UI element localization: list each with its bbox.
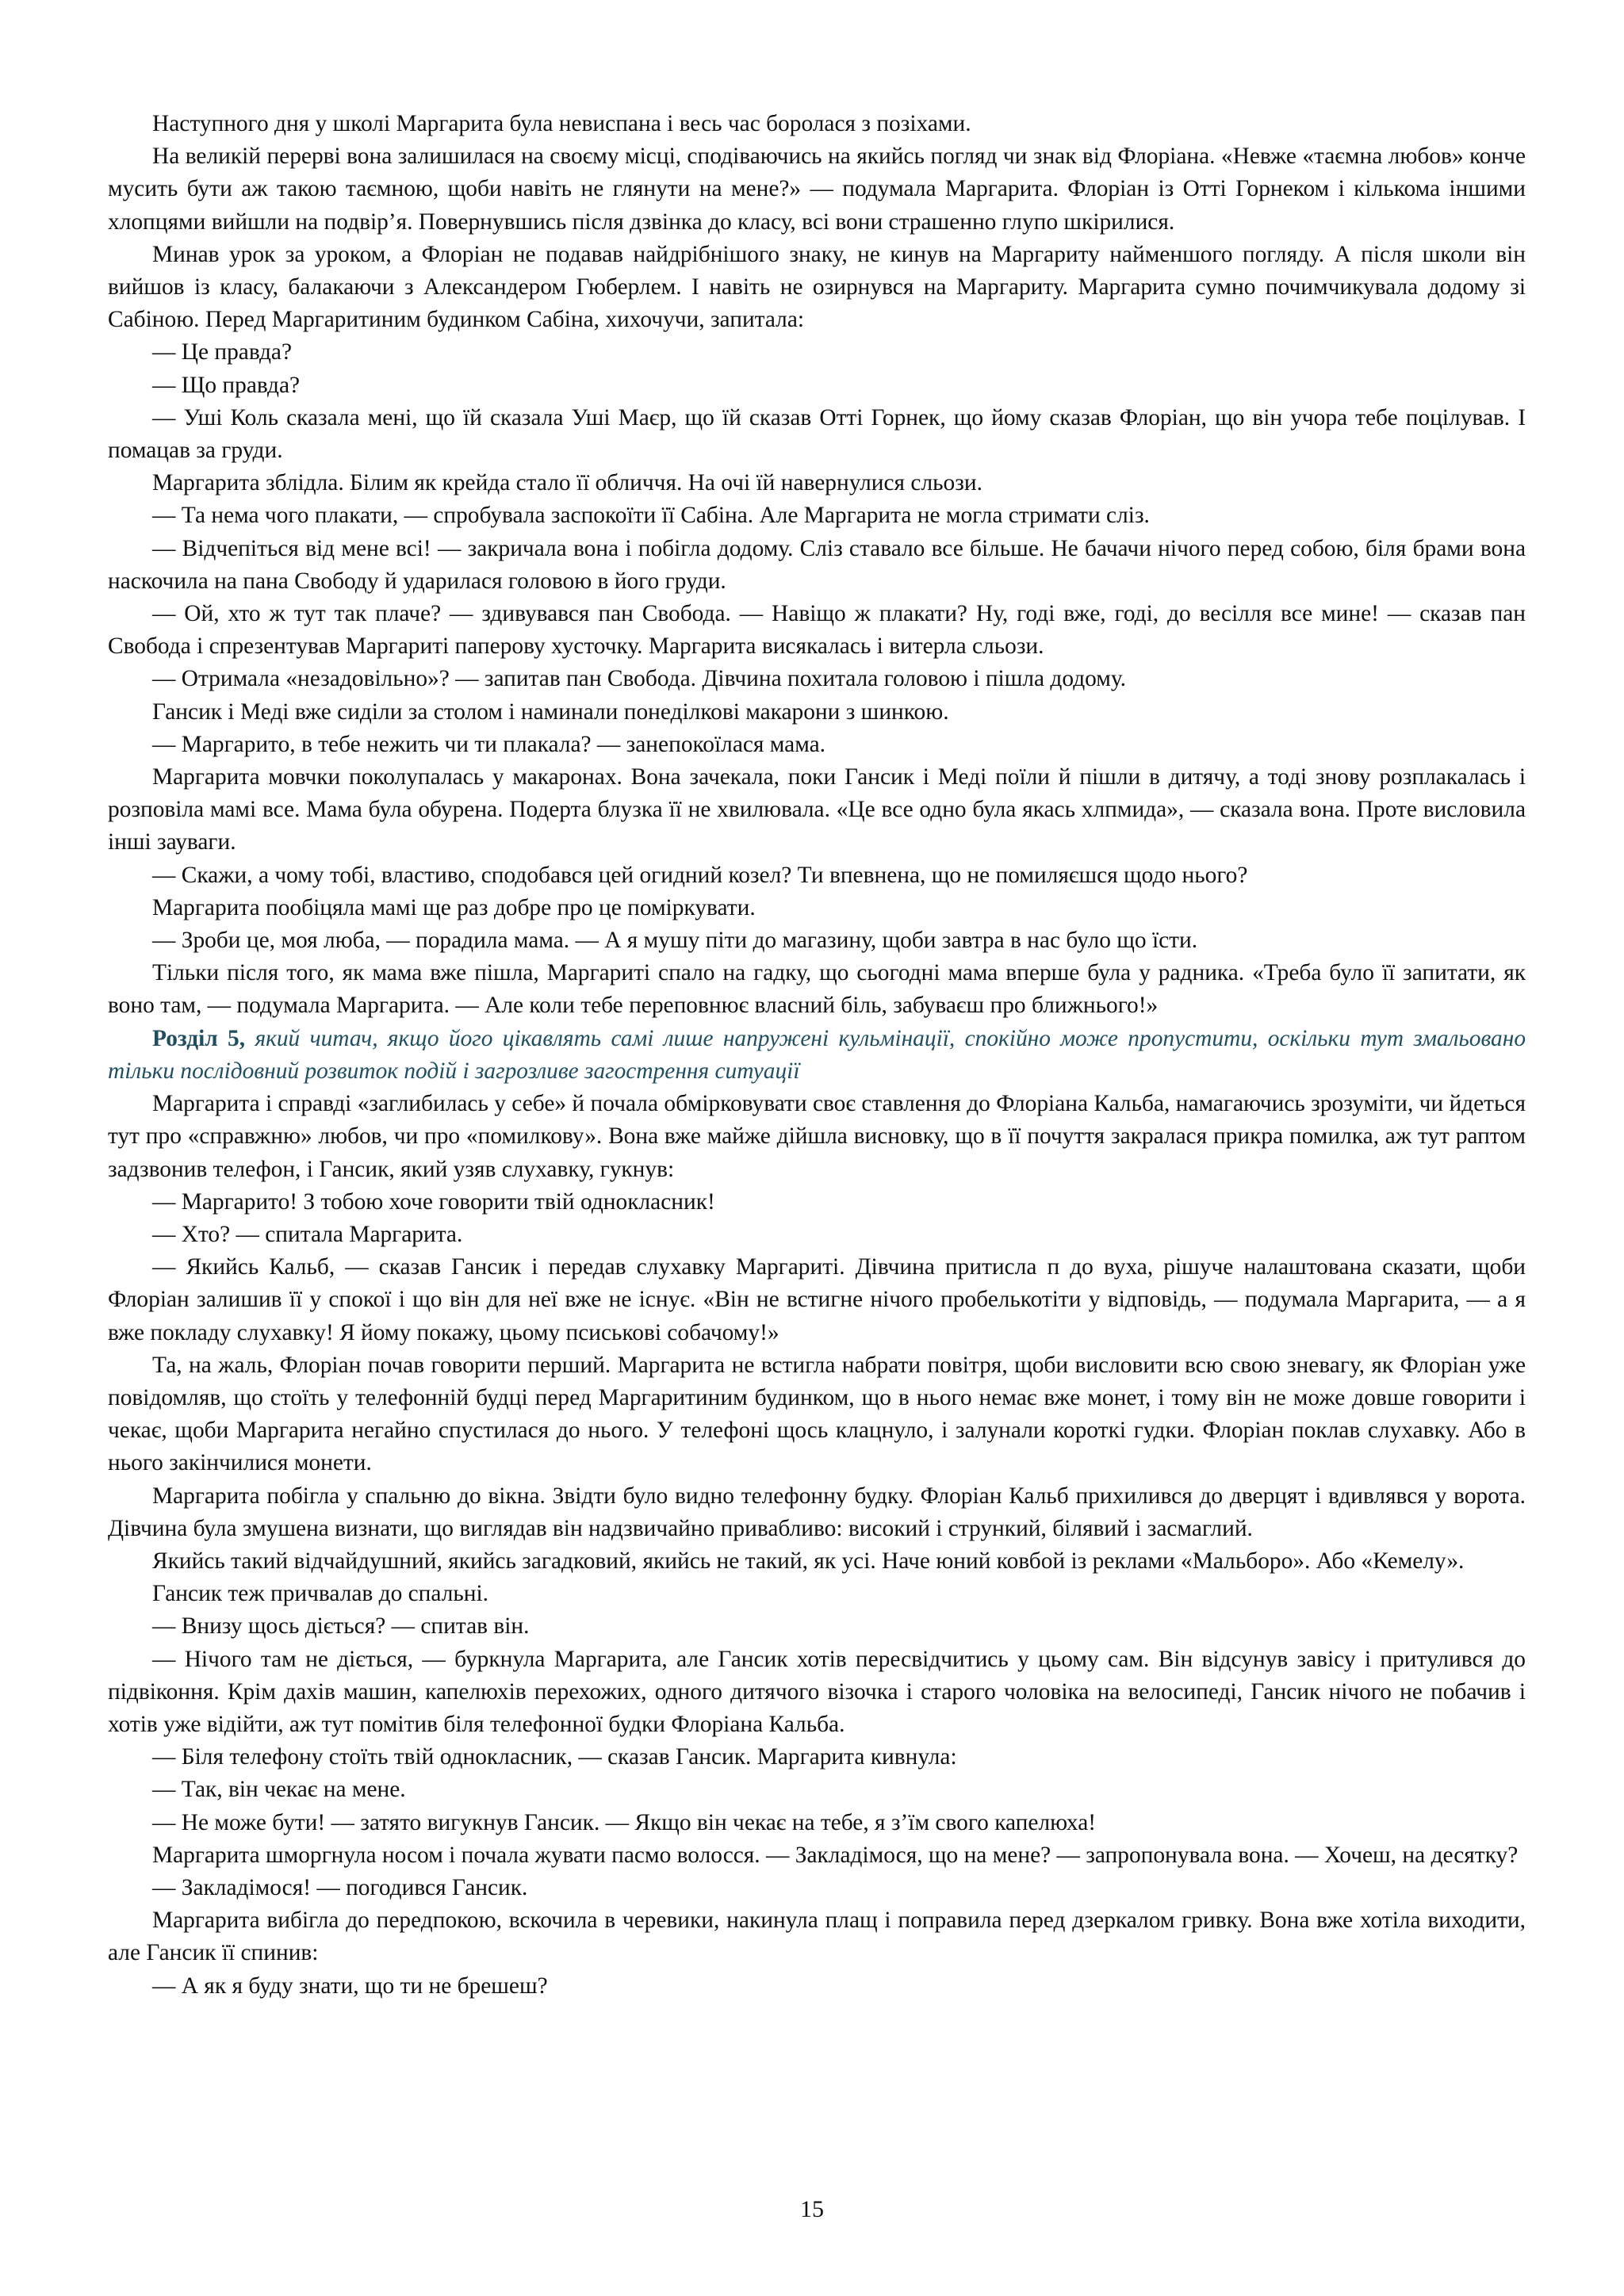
paragraph: — Маргарито! З тобою хоче говорити твій однокласник! xyxy=(152,1188,715,1215)
paragraph: Гансик і Меді вже сиділи за столом і наминали понеділкові макарони з шинкою. xyxy=(152,698,949,725)
paragraph: На великій перерві вона залишилася на своєму місці, сподіваючись на якийсь погляд чи знак від Флоріана. «Невже «таємна любов» конче мусить бути аж такою таємною, щоби навіть не глянути на мене?» — подумала Маргарита. Флоріан із Отті Горнеком і кількома іншими хлопцями вийшли на подвір’я. Повернувшись після дзвінка до класу, всі вони страшенно глупо шкірилися. xyxy=(108,144,1526,235)
paragraph: — Скажи, а чому тобі, властиво, сподобався цей огидний козел? Ти впевнена, що не помиляєшся щодо нього? xyxy=(152,862,1248,888)
paragraph: — Нічого там не діється, — буркнула Маргарита, але Гансик хотів пересвідчитись у цьому сам. Він відсунув завісу і притулився до підвіконня. Крім дахів машин, капелюхів перехожих, одного дитячого візочка і старого чоловіка на велосипеді, Гансик нічого не побачив і хотів уже відійти, аж тут помітив біля телефонної будки Флоріана Кальба. xyxy=(108,1646,1526,1737)
paragraph: Маргарита і справді «заглибилась у себе» й почала обмірковувати своє ставлення до Флоріана Кальба, намагаючись зрозуміти, чи йдеться тут про «справжню» любов, чи про «помилкову». Вона вже майже дійшла висновку, що в її почуття закралася прикра помилка, аж тут раптом задзвонив телефон, і Гансик, який узяв слухавку, гукнув: xyxy=(108,1091,1526,1182)
paragraph: Маргарита побігла у спальню до вікна. Звідти було видно телефонну будку. Флоріан Кальб прихилився до дверцят і вдивлявся у ворота. Дівчина була змушена визнати, що виглядав він надзвичайно привабливо: високий і стрункий, білявий і засмаглий. xyxy=(108,1483,1526,1541)
paragraph: — Отримала «незадовільно»? — запитав пан Свобода. Дівчина похитала головою і пішла додому. xyxy=(152,666,1127,692)
paragraph: — Зроби це, моя люба, — порадила мама. — А я мушу піти до магазину, щоби завтра в нас було що їсти. xyxy=(152,928,1198,954)
paragraph: — Відчепіться від мене всі! — закричала вона і побігла додому. Сліз ставало все більше. Не бачачи нічого перед собою, біля брами вона наскочила на пана Свободу й ударилася головою в його груди. xyxy=(108,535,1526,594)
paragraph: — Внизу щось діється? — спитав він. xyxy=(152,1613,530,1640)
paragraph: — Уші Коль сказала мені, що їй сказала Уші Маєр, що їй сказав Отті Горнек, що йому сказав Флоріан, що він учора тебе поцілував. І помацав за груди. xyxy=(108,404,1526,464)
paragraph: Тільки після того, як мама вже пішла, Маргариті спало на гадку, що сьогодні мама вперше була у радника. «Треба було її запитати, як воно там, — подумала Маргарита. — Але коли тебе переповнює власний біль, забуваєш про ближнього!» xyxy=(108,960,1526,1019)
section-heading-number: Розділ 5, xyxy=(152,1025,246,1051)
paragraph: — Що правда? xyxy=(152,372,301,398)
page-number: 15 xyxy=(800,2196,824,2222)
paragraph: Маргарита зблідла. Білим як крейда стало її обличчя. На очі їй навернулися сльози. xyxy=(152,470,982,496)
paragraph: Наступного дня у школі Маргарита була невиспана і весь час боролася з позіхами. xyxy=(152,111,971,136)
section-heading-text: який читач, якщо його цікавлять самі лише напружені кульмінації, спокійно може пропустити, оскільки тут змальовано тільки послідовний розвиток подій і загрозливе загострення ситуації xyxy=(108,1025,1526,1084)
page-text xyxy=(108,108,1526,2003)
paragraph: — Біля телефону стоїть твій однокласник, — сказав Гансик. Маргарита кивнула: xyxy=(152,1744,957,1770)
paragraph: — Ой, хто ж тут так плаче? — здивувався пан Свобода. — Навіщо ж плакати? Ну, годі вже, годі, до весілля все мине! — сказав пан Свобода і спрезентував Маргариті паперову хусточку. Маргарита висякалась і витерла сльози. xyxy=(108,601,1526,660)
paragraph: Маргарита шморгнула носом і почала жувати пасмо волосся. — Закладімося, що на мене? — запропонувала вона. — Хочеш, на десятку? xyxy=(152,1842,1519,1868)
paragraph: — Маргарито, в тебе нежить чи ти плакала? — занепокоїлася мама. xyxy=(152,731,826,757)
paragraph: Минав урок за уроком, а Флоріан не подавав найдрібнішого знаку, не кинув на Маргариту найменшого погляду. А після школи він вийшов із класу, балакаючи з Александером Гюберлем. І навіть не озирнувся на Маргариту. Маргарита сумно почимчикувала додому зі Сабіною. Перед Маргаритиним будинком Сабіна, хихочучи, запитала: xyxy=(108,241,1526,333)
paragraph: — А як я буду знати, що ти не брешеш? xyxy=(152,1973,548,1999)
section-heading xyxy=(108,1023,1526,1088)
paragraph: — Це правда? xyxy=(152,339,293,365)
paragraph: Гансик теж причвалав до спальні. xyxy=(152,1581,489,1607)
paragraph: — Хто? — спитала Маргарита. xyxy=(152,1221,463,1247)
paragraph: Маргарита пообіцяла мамі ще раз добре про це поміркувати. xyxy=(152,894,756,920)
paragraph: Маргарита вибігла до передпокою, вскочила в черевики, накинула плащ і поправила перед дзеркалом гривку. Вона вже хотіла виходити, але Гансик її спинив: xyxy=(108,1908,1526,1966)
paragraph: Та, на жаль, Флоріан почав говорити перший. Маргарита не встигла набрати повітря, щоби висловити всю свою зневагу, як Флоріан уже повідомляв, що стоїть у телефонній будці перед Маргаритиним будинком, що в нього немає вже монет, і тому він не може довше говорити і чекає, щоби Маргарита негайно спустилася до нього. У телефоні щось клацнуло, і залунали короткі гудки. Флоріан поклав слухавку. Або в нього закінчилися монети. xyxy=(108,1352,1526,1476)
paragraph: — Якийсь Кальб, — сказав Гансик і передав слухавку Маргариті. Дівчина притисла п до вуха, рішуче налаштована сказати, щоби Флоріан залишив її у спокої і що він для неї вже не існує. «Він не встигне нічого пробелькотіти у відповідь, — подумала Маргарита, — а я вже покладу слухавку! Я йому покажу, цьому псиськові собачому!» xyxy=(108,1254,1526,1345)
paragraph: — Та нема чого плакати, — спробувала заспокоїти її Сабіна. Але Маргарита не могла стримати сліз. xyxy=(152,503,1150,529)
paragraph: Маргарита мовчки поколупалась у макаронах. Вона зачекала, поки Гансик і Меді поїли й пішли в дитячу, а тоді знову розплакалась і розповіла мамі все. Мама була обурена. Подерта блузка її не хвилювала. «Це все одно була якась хлпмида», — сказала вона. Проте висловила інші зауваги. xyxy=(108,764,1526,855)
paragraph: Якийсь такий відчайдушний, якийсь загадковий, якийсь не такий, як усі. Наче юний ковбой із реклами «Мальборо». Або «Кемелу». xyxy=(152,1548,1465,1574)
paragraph: — Так, він чекає на мене. xyxy=(152,1777,406,1803)
paragraph: — Закладімося! — погодився Гансик. xyxy=(152,1874,528,1900)
paragraph: — Не може бути! — затято вигукнув Гансик. — Якщо він чекає на тебе, я з’їм свого капелюха! xyxy=(152,1809,1097,1835)
